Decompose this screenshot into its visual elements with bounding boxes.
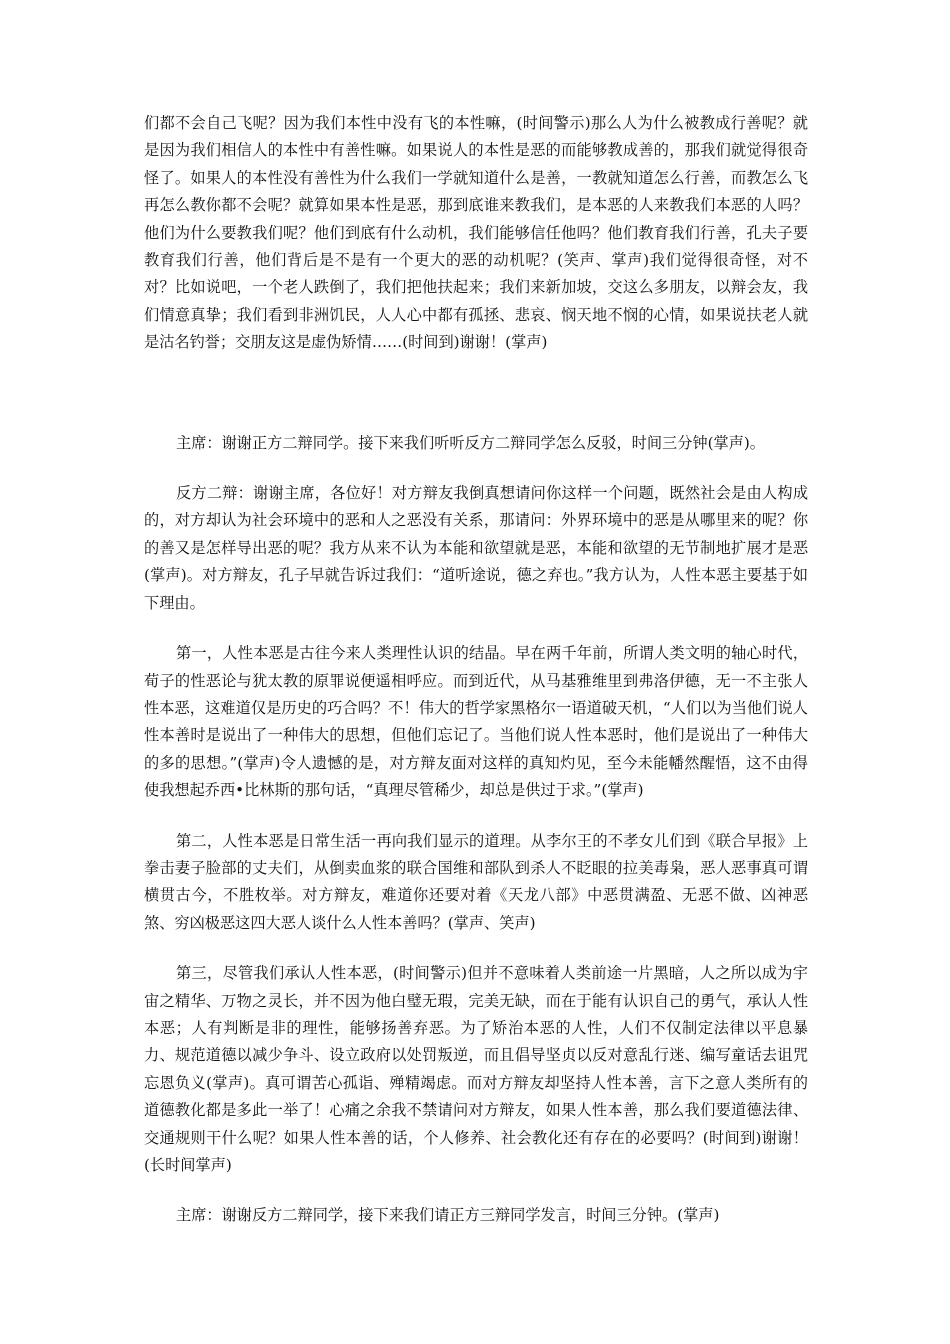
paragraph-spacer (144, 1179, 808, 1202)
paragraph-spacer (144, 805, 808, 828)
paragraph-chair-remark: 主席：谢谢正方二辩同学。接下来我们听听反方二辩同学怎么反驳，时间三分钟(掌声)。 (176, 433, 765, 452)
paragraph-point-two: 第二，人性本恶是日常生活一再向我们显示的道理。从李尔王的不孝女儿们到《联合早报》上拳击妻子脸部的丈夫们，从倒卖血浆的联合国维和部队到杀人不眨眼的拉美毒枭，恶人恶事真可谓横贯古今，不胜枚举。对方辩友，难道你还要对着《天龙八部》中恶贯满盈、无恶不做、凶神恶煞、穷凶极恶这四大恶人谈什么人性本善吗？(掌声、笑声) (144, 831, 808, 932)
paragraph-continuation: 们都不会自己飞呢？因为我们本性中没有飞的本性嘛，(时间警示)那么人为什么被教成行善呢？就是因为我们相信人的本性中有善性嘛。如果说人的本性是恶的而能够教成善的，那我们就觉得很奇怪了。如果人的本性没有善性为什么我们一学就知道什么是善，一教就知道怎么行善，而教怎么飞再怎么教你都不会呢？就算如果本性是恶，那到底谁来教我们，是本恶的人来教我们本恶的人吗？他们为什么要教我们呢？他们到底有什么动机，我们能够信任他吗？他们教育我们行善，孔夫子要教育我们行善，他们背后是不是有一个更大的恶的动机呢？(笑声、掌声)我们觉得很奇怪，对不对？比如说吧，一个老人跌倒了，我们把他扶起来；我们来新加坡，交这么多朋友，以辩会友，我们情意真挚；我们看到非洲饥民，人人心中都有孤拯、悲哀、悯天地不悯的心情，如果说扶老人就是沽名钓誉；交朋友这是虚伪矫情……(时间到)谢谢！(掌声) (144, 114, 808, 352)
paragraph-spacer (144, 617, 808, 640)
section-spacer (144, 357, 808, 430)
paragraph-point-three: 第三，尽管我们承认人性本恶，(时间警示)但并不意味着人类前途一片黑暗，人之所以成为宇宙之精华、万物之灵长，并不因为他白璧无瑕，完美无缺，而在于能有认识自己的勇气，承认人性本恶；人有判断是非的理性，能够扬善弃恶。为了矫治本恶的人性，人们不仅制定法律以平息暴力、规范道德以减少争斗、设立政府以处罚叛逆，而且倡导坚贞以反对意乱行迷、编写童话去诅咒忘恩负义(掌声)。真可谓苦心孤诣、殚精竭虑。而对方辩友却坚持人性本善，言下之意人类所有的道德教化都是多此一举了！心痛之余我不禁请问对方辩友，如果人性本善，那么我们要道德法律、交通规则干什么呢？如果人性本善的话，个人修养、社会教化还有存在的必要吗？(时间到)谢谢！(长时间掌声) (144, 964, 808, 1174)
paragraph-opposition-second-speaker: 反方二辩：谢谢主席，各位好！对方辩友我倒真想请问你这样一个问题，既然社会是由人构成的，对方却认为社会环境中的恶和人之恶没有关系，那请问：外界环境中的恶是从哪里来的呢？你的善又是怎样导出恶的呢？我方从来不认为本能和欲望就是恶，本能和欲望的无节制地扩展才是恶(掌声)。对方辩友，孔子早就告诉过我们：“道听途说，德之弃也。”我方认为，人性本恶主要基于如下理由。 (144, 484, 808, 612)
paragraph-spacer (144, 457, 808, 480)
document-page (144, 110, 808, 1230)
paragraph-chair-closing: 主席：谢谢反方二辩同学，接下来我们请正方三辩同学发言，时间三分钟。(掌声) (176, 1206, 720, 1225)
paragraph-spacer (144, 937, 808, 960)
paragraph-point-one: 第一，人性本恶是古往今来人类理性认识的结晶。早在两千年前，所谓人类文明的轴心时代，荀子的性恶论与犹太教的原罪说便遥相呼应。而到近代，从马基雅维里到弗洛伊德，无一不主张人性本恶，这难道仅是历史的巧合吗？不！伟大的哲学家黑格尔一语道破天机，“人们以为当他们说人性本善时是说出了一种伟大的思想，但他们忘记了。当他们说人性本恶时，他们是说出了一种伟大的多的思想。”(掌声)令人遗憾的是，对方辩友面对这样的真知灼见，至今未能幡然醒悟，这不由得使我想起乔西•比林斯的那句话，“真理尽管稀少，却总是供过于求。”(掌声) (144, 644, 808, 800)
